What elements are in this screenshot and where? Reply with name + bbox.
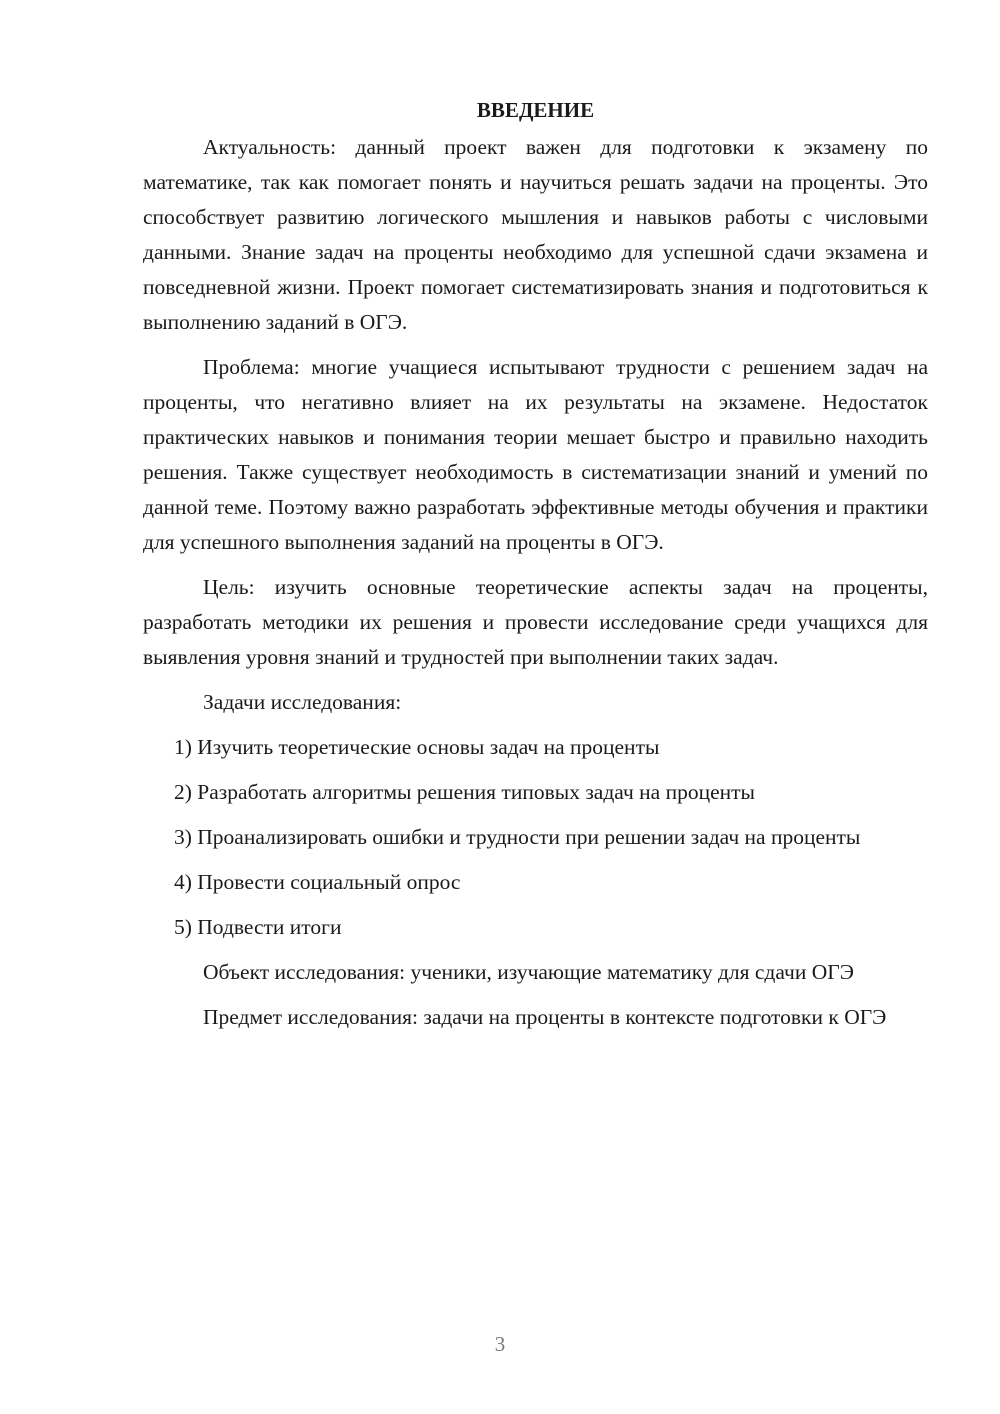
page-number: 3	[494, 1332, 506, 1356]
list-item: 4) Провести социальный опрос	[174, 870, 461, 894]
list-item: 2) Разработать алгоритмы решения типовых задач на проценты	[174, 780, 755, 804]
paragraph-subject: Предмет исследования: задачи на проценты в контексте подготовки к ОГЭ	[203, 1005, 887, 1029]
paragraph-object: Объект исследования: ученики, изучающие математику для сдачи ОГЭ	[203, 960, 854, 984]
paragraph-problem: Проблема: многие учащиеся испытывают трудности с решением задач на проценты, что негативно влияет на их результаты на экзамене. Недостаток практических навыков и понимания теории мешает быстро и правильно находить решения. Также существует необходимость в систематизации знаний и умений по данной теме. Поэтому важно разработать эффективные методы обучения и практики для успешного выполнения заданий на проценты в ОГЭ.	[143, 355, 928, 554]
list-item: 5) Подвести итоги	[174, 915, 342, 939]
list-item: 1) Изучить теоретические основы задач на проценты	[174, 735, 660, 759]
paragraph-tasks-heading: Задачи исследования:	[203, 690, 402, 714]
page-title: ВВЕДЕНИЕ	[476, 98, 595, 122]
document-page	[143, 92, 928, 1045]
paragraph-goal: Цель: изучить основные теоретические аспекты задач на проценты, разработать методики их решения и провести исследование среди учащихся для выявления уровня знаний и трудностей при выполнении таких задач.	[143, 575, 928, 669]
list-item: 3) Проанализировать ошибки и трудности при решении задач на проценты	[174, 825, 861, 849]
paragraph-relevance: Актуальность: данный проект важен для подготовки к экзамену по математике, так как помогает понять и научиться решать задачи на проценты. Это способствует развитию логического мышления и навыков работы с числовыми данными. Знание задач на проценты необходимо для успешной сдачи экзамена и повседневной жизни. Проект помогает систематизировать знания и подготовиться к выполнению заданий в ОГЭ.	[143, 135, 928, 334]
